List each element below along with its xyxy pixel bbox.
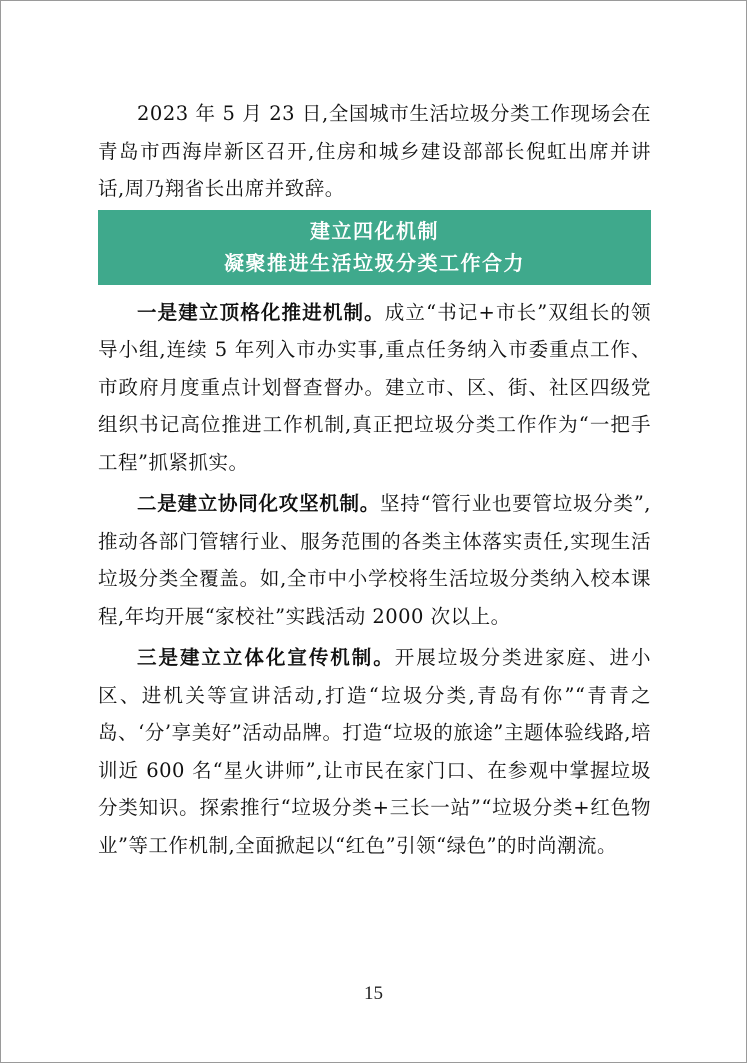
banner-title-line-1: 建立四化机制: [310, 218, 439, 243]
intro-paragraph: 2023 年 5 月 23 日,全国城市生活垃圾分类工作现场会在青岛市西海岸新区召开,住房和城乡建设部部长倪虹出席并讲话,周乃翔省长出席并致辞。: [98, 102, 651, 200]
section-body-2: 坚持“管行业也要管垃圾分类”,推动各部门管辖行业、服务范围的各类主体落实责任,实现生活垃圾分类全覆盖。如,全市中小学校将生活垃圾分类纳入校本课程,年均开展“家校社”实践活动 2000 次以上。: [98, 492, 651, 628]
section-body-3: 开展垃圾分类进家庭、进小区、进机关等宣讲活动,打造“垃圾分类,青岛有你”“青青之岛、‘分’享美好”活动品牌。打造“垃圾的旅途”主题体验线路,培训近 600 名“星火讲师”,让市民在家门口、在参观中掌握垃圾分类知识。探索推行“垃圾分类+三长一站”“垃圾分类+红色物业”等工作机制,全面掀起以“红色”引领“绿色”的时尚潮流。: [98, 646, 651, 857]
section-lead-1: 一是建立顶格化推进机制。: [137, 300, 385, 324]
section-paragraph-1: [98, 294, 651, 482]
section-lead-3: 三是建立立体化宣传机制。: [137, 646, 395, 669]
page-number: 15: [364, 983, 383, 1004]
section-body-1: 成立“书记+市长”双组长的领导小组,连续 5 年列入市办实事,重点任务纳入市委重点工作、市政府月度重点计划督查督办。建立市、区、街、社区四级党组织书记高位推进工作机制,真正把垃圾分类工作作为“一把手工程”抓紧抓实。: [98, 300, 651, 474]
section-lead-2: 二是建立协同化攻坚机制。: [137, 492, 381, 515]
section-paragraph-3: [98, 639, 651, 864]
section-banner: [98, 210, 651, 285]
section-paragraph-2: [98, 485, 651, 635]
document-body: [98, 95, 651, 864]
banner-title-line-2: 凝聚推进生活垃圾分类工作合力: [224, 250, 525, 275]
